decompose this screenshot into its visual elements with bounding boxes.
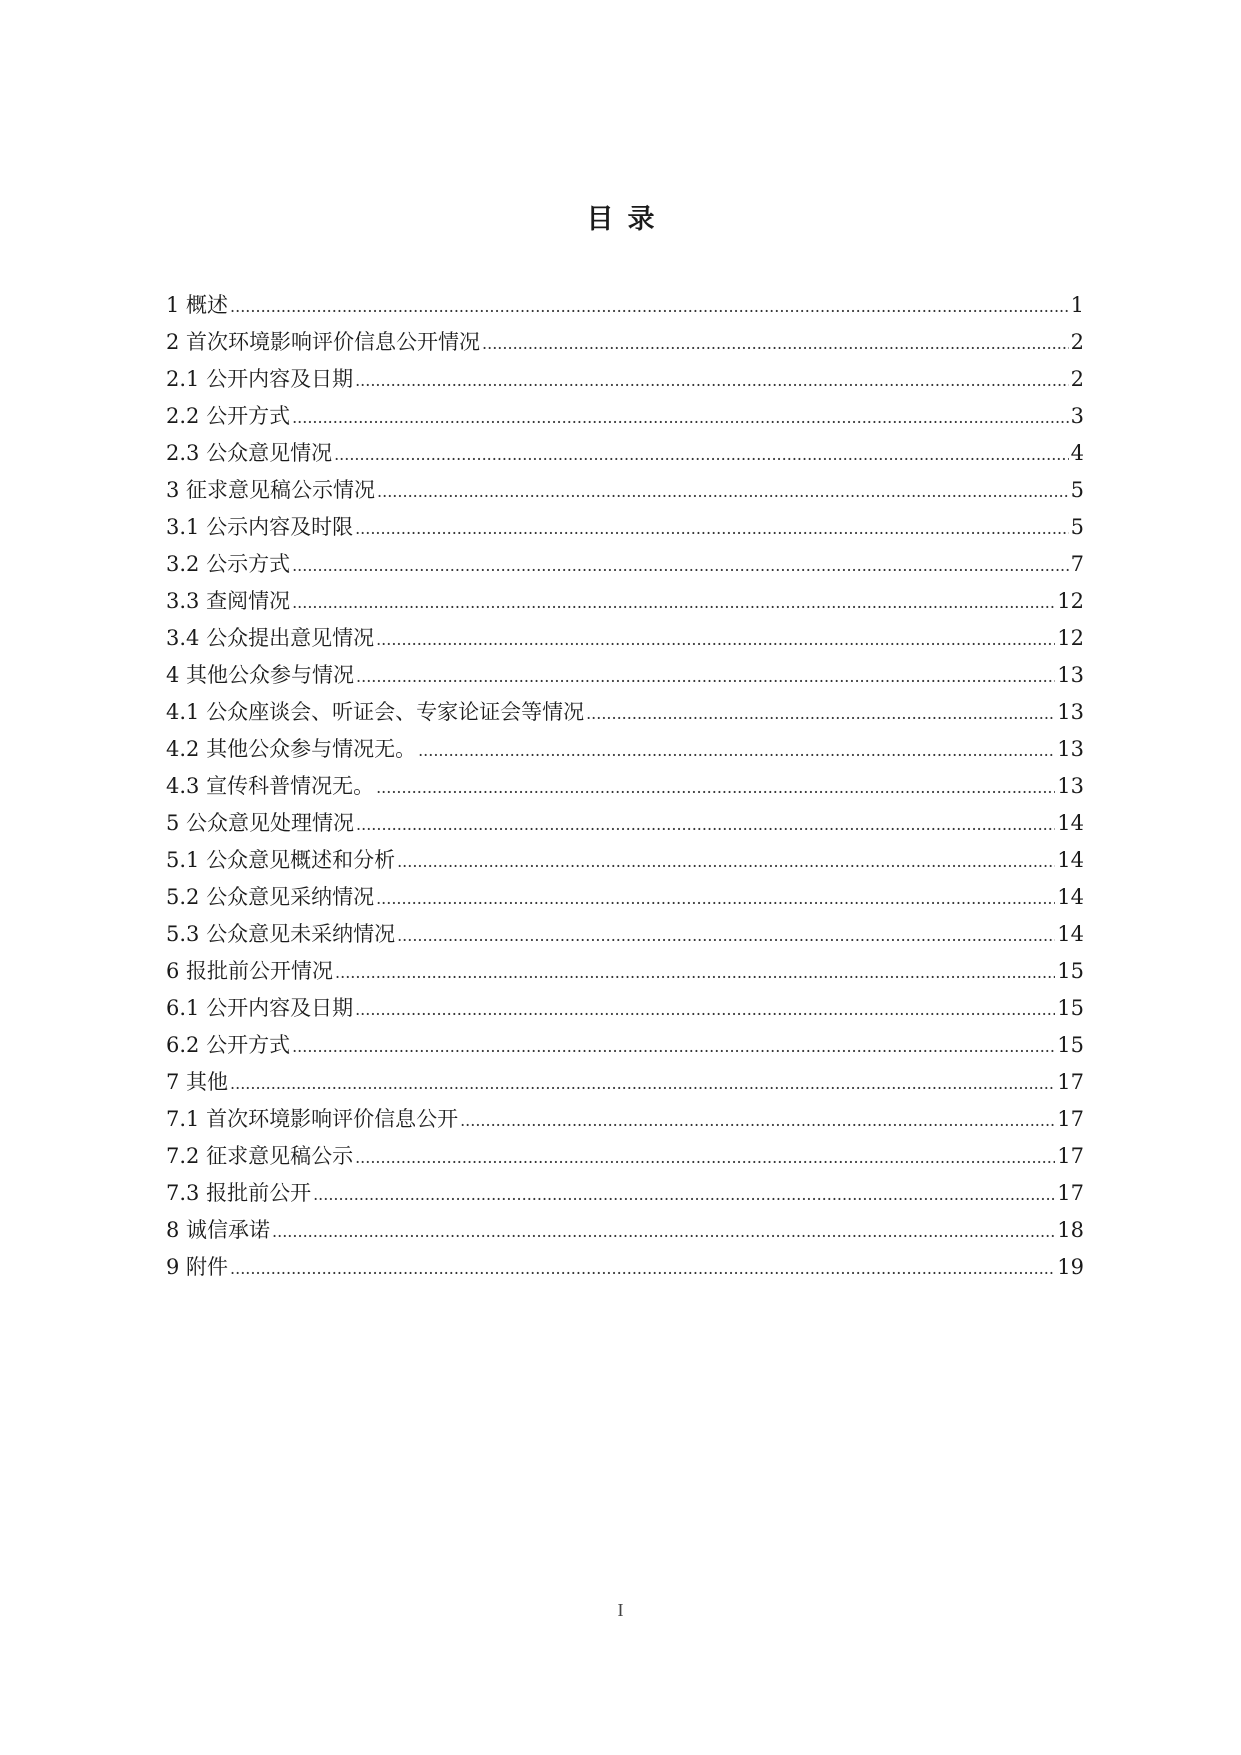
toc-leader-dots <box>376 880 1055 917</box>
toc-entry-page: 17 <box>1057 1070 1084 1094</box>
page-title: 目录 <box>586 204 669 235</box>
toc-entry-label: 5.1 公众意见概述和分析 <box>166 848 396 872</box>
toc-entry-page: 17 <box>1057 1144 1084 1168</box>
toc-leader-dots <box>377 473 1069 510</box>
toc-entry-label: 2.2 公开方式 <box>166 404 291 428</box>
toc-entry[interactable] <box>166 509 1084 546</box>
toc-leader-dots <box>586 695 1055 732</box>
toc-entry[interactable] <box>166 731 1084 768</box>
toc-entry-label: 7.2 征求意见稿公示 <box>166 1144 354 1168</box>
toc-entry-page: 17 <box>1057 1107 1084 1131</box>
page-number: I <box>617 1600 624 1620</box>
toc-leader-dots <box>355 362 1069 399</box>
toc-entry[interactable] <box>166 1175 1084 1212</box>
toc-entry-label: 7.1 首次环境影响评价信息公开 <box>166 1107 459 1131</box>
toc-entry-page: 14 <box>1057 848 1084 872</box>
toc-entry[interactable] <box>166 361 1084 398</box>
toc-entry[interactable] <box>166 1249 1084 1286</box>
toc-entry[interactable] <box>166 620 1084 657</box>
toc-leader-dots <box>356 806 1055 843</box>
toc-entry[interactable] <box>166 1101 1084 1138</box>
toc-entry-page: 14 <box>1057 922 1084 946</box>
toc-entry-label: 3.1 公示内容及时限 <box>166 515 354 539</box>
toc-leader-dots <box>397 917 1055 954</box>
toc-leader-dots <box>230 288 1069 325</box>
toc-leader-dots <box>355 991 1055 1028</box>
toc-entry-label: 5.2 公众意见采纳情况 <box>166 885 375 909</box>
toc-entry-label: 5.3 公众意见未采纳情况 <box>166 922 396 946</box>
toc-entry[interactable] <box>166 1064 1084 1101</box>
toc-leader-dots <box>292 399 1069 436</box>
toc-leader-dots <box>313 1176 1055 1213</box>
toc-entry-page: 5 <box>1070 478 1084 502</box>
toc-entry-label: 4.2 其他公众参与情况无。 <box>166 737 417 761</box>
toc-entry[interactable] <box>166 990 1084 1027</box>
toc-entry[interactable] <box>166 1138 1084 1175</box>
toc-entry[interactable] <box>166 805 1084 842</box>
toc-leader-dots <box>397 843 1055 880</box>
toc-entry-page: 15 <box>1057 996 1084 1020</box>
toc-entry-label: 1 概述 <box>166 293 229 317</box>
toc-entry-page: 12 <box>1057 589 1084 613</box>
toc-entry[interactable] <box>166 287 1084 324</box>
toc-entry-page: 13 <box>1057 700 1084 724</box>
toc-leader-dots <box>355 510 1069 547</box>
toc-entry[interactable] <box>166 1212 1084 1249</box>
toc-leader-dots <box>355 1139 1055 1176</box>
toc-entry[interactable] <box>166 583 1084 620</box>
toc-entry[interactable] <box>166 842 1084 879</box>
toc-entry[interactable] <box>166 398 1084 435</box>
toc-leader-dots <box>376 621 1055 658</box>
toc-entry-label: 3.2 公示方式 <box>166 552 291 576</box>
table-of-contents <box>166 287 1084 1286</box>
toc-entry-page: 18 <box>1057 1218 1084 1242</box>
toc-entry-label: 8 诚信承诺 <box>166 1218 271 1242</box>
toc-entry-label: 2.1 公开内容及日期 <box>166 367 354 391</box>
toc-entry[interactable] <box>166 768 1084 805</box>
toc-entry-label: 2 首次环境影响评价信息公开情况 <box>166 330 481 354</box>
toc-entry-page: 2 <box>1070 367 1084 391</box>
toc-entry-page: 15 <box>1057 1033 1084 1057</box>
toc-leader-dots <box>335 954 1055 991</box>
toc-entry[interactable] <box>166 916 1084 953</box>
toc-entry[interactable] <box>166 879 1084 916</box>
toc-leader-dots <box>460 1102 1055 1139</box>
toc-entry-page: 13 <box>1057 774 1084 798</box>
toc-entry-label: 6 报批前公开情况 <box>166 959 334 983</box>
toc-leader-dots <box>230 1250 1055 1287</box>
toc-entry-page: 5 <box>1070 515 1084 539</box>
toc-leader-dots <box>292 1028 1055 1065</box>
toc-entry-label: 6.2 公开方式 <box>166 1033 291 1057</box>
toc-entry-page: 2 <box>1070 330 1084 354</box>
toc-entry-page: 4 <box>1070 441 1084 465</box>
toc-entry[interactable] <box>166 324 1084 361</box>
toc-entry[interactable] <box>166 1027 1084 1064</box>
toc-entry-label: 4.1 公众座谈会、听证会、专家论证会等情况 <box>166 700 585 724</box>
toc-leader-dots <box>376 769 1055 806</box>
toc-entry[interactable] <box>166 694 1084 731</box>
toc-entry-label: 3.3 查阅情况 <box>166 589 291 613</box>
toc-entry-label: 9 附件 <box>166 1255 229 1279</box>
toc-entry-label: 6.1 公开内容及日期 <box>166 996 354 1020</box>
toc-entry-page: 15 <box>1057 959 1084 983</box>
toc-entry[interactable] <box>166 472 1084 509</box>
toc-entry-page: 19 <box>1057 1255 1084 1279</box>
toc-leader-dots <box>418 732 1055 769</box>
toc-entry-page: 7 <box>1070 552 1084 576</box>
toc-entry-page: 12 <box>1057 626 1084 650</box>
toc-leader-dots <box>356 658 1055 695</box>
toc-entry-label: 7 其他 <box>166 1070 229 1094</box>
toc-leader-dots <box>230 1065 1055 1102</box>
toc-entry-label: 5 公众意见处理情况 <box>166 811 355 835</box>
toc-entry[interactable] <box>166 546 1084 583</box>
toc-entry-page: 3 <box>1070 404 1084 428</box>
toc-entry-label: 3.4 公众提出意见情况 <box>166 626 375 650</box>
toc-entry-label: 2.3 公众意见情况 <box>166 441 333 465</box>
toc-entry-label: 7.3 报批前公开 <box>166 1181 312 1205</box>
toc-entry[interactable] <box>166 435 1084 472</box>
toc-entry-label: 4 其他公众参与情况 <box>166 663 355 687</box>
toc-leader-dots <box>334 436 1069 473</box>
toc-entry[interactable] <box>166 657 1084 694</box>
toc-entry-label: 4.3 宣传科普情况无。 <box>166 774 375 798</box>
toc-entry[interactable] <box>166 953 1084 990</box>
toc-entry-page: 13 <box>1057 737 1084 761</box>
toc-entry-page: 1 <box>1070 293 1084 317</box>
toc-entry-page: 13 <box>1057 663 1084 687</box>
toc-entry-page: 17 <box>1057 1181 1084 1205</box>
toc-entry-label: 3 征求意见稿公示情况 <box>166 478 376 502</box>
toc-entry-page: 14 <box>1057 885 1084 909</box>
toc-entry-page: 14 <box>1057 811 1084 835</box>
toc-leader-dots <box>272 1213 1055 1250</box>
toc-leader-dots <box>482 325 1069 362</box>
toc-leader-dots <box>292 547 1069 584</box>
toc-leader-dots <box>292 584 1055 621</box>
